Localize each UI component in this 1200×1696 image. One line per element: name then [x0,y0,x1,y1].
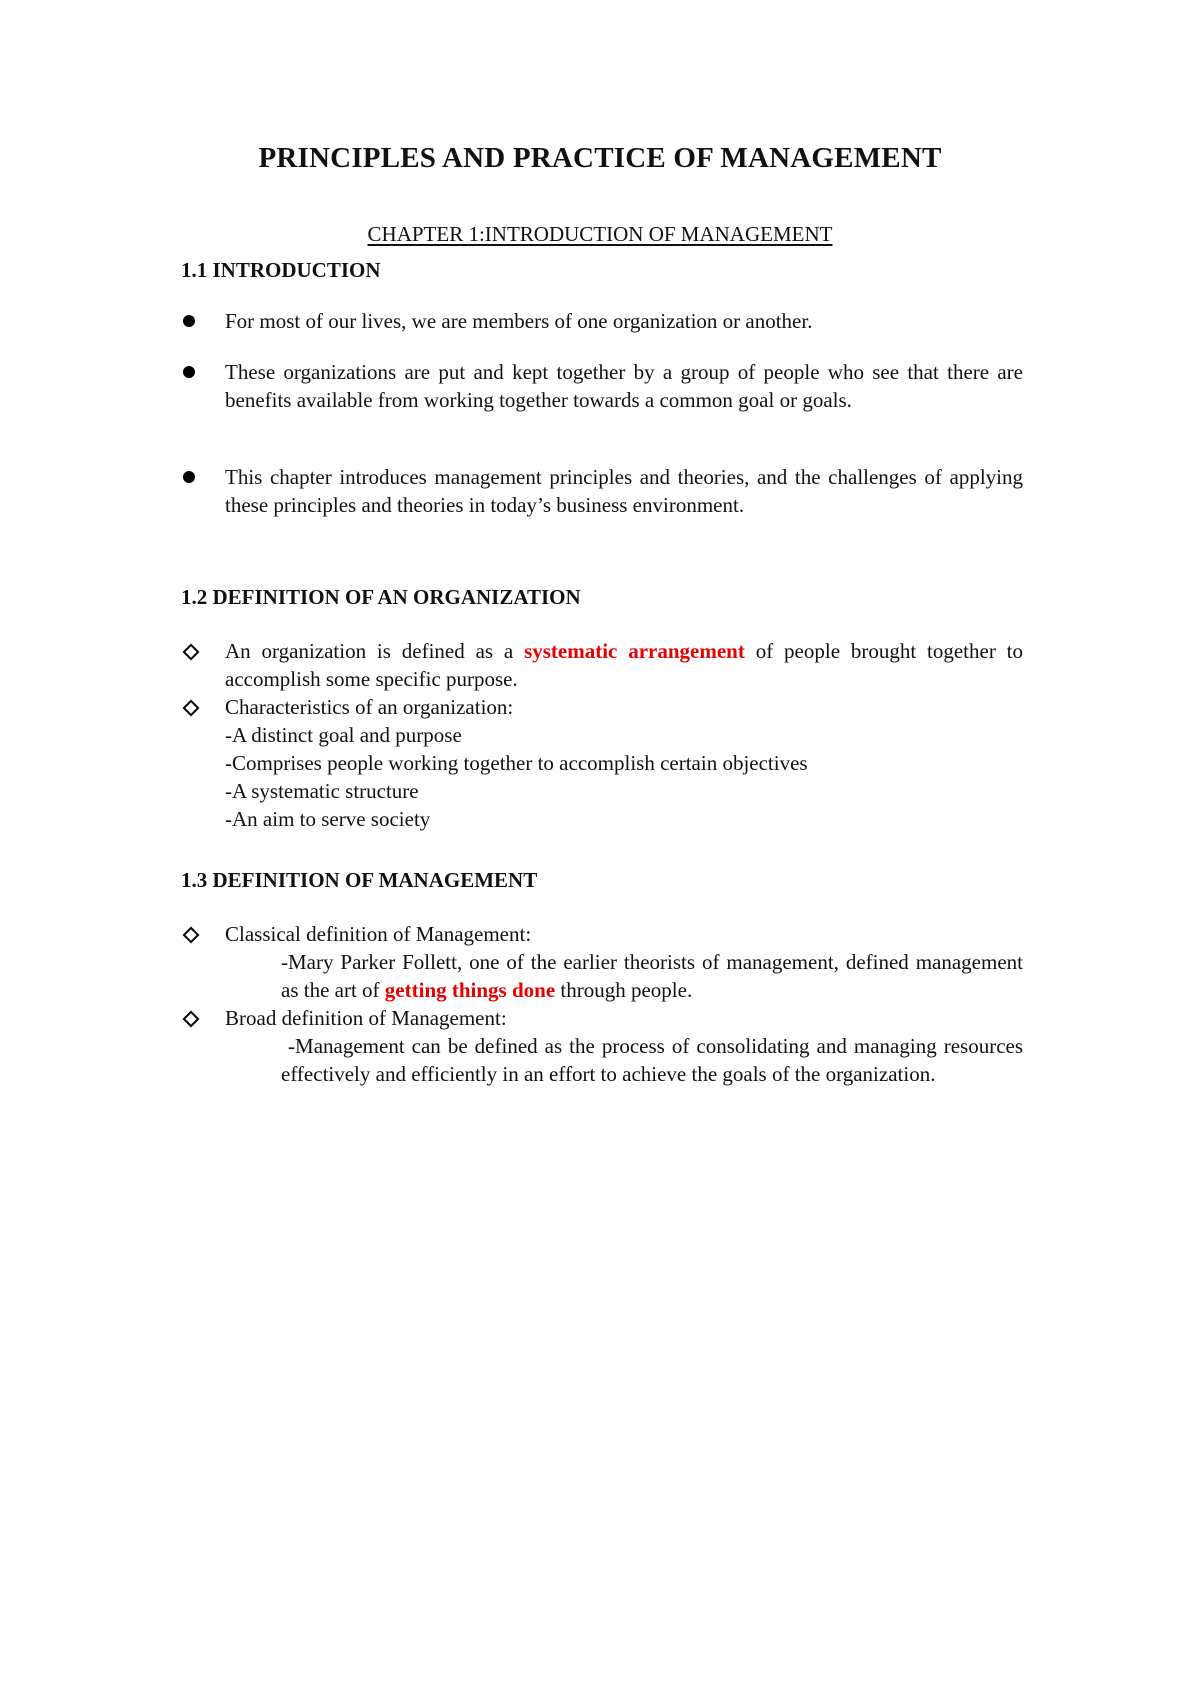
classical-definition-text [281,948,1023,1004]
classical-text-start: -Mary Parker Follett, one of the earlier theorists of management, defined management as the art of [281,950,1023,1002]
characteristics-block [225,693,1023,833]
diamond-bullet-icon [181,920,205,948]
characteristic-line: -A systematic structure [225,779,419,803]
bullet-item [181,307,1023,335]
characteristics-label: Characteristics of an organization: [225,695,514,719]
section-heading-1-3: 1.3 DEFINITION OF MANAGEMENT [181,868,538,892]
classical-definition [181,920,1023,1004]
characteristic-line: -A distinct goal and purpose [225,723,462,747]
classical-definition-label: Classical definition of Management: [225,922,532,946]
characteristic-line: -An aim to serve society [225,807,431,831]
characteristic-line: -Comprises people working together to accomplish certain objectives [225,751,808,775]
definition-text-end: of people brought together to accomplish some specific purpose. [225,639,1023,691]
broad-definition-label: Broad definition of Management: [225,1006,507,1030]
diamond-bullet-icon [181,693,205,721]
bullet-text: These organizations are put and kept together by a group of people who see that there are benefits available from working together towards a common goal or goals. [225,360,1023,412]
bullet-dot-icon [181,307,205,335]
highlight-systematic-arrangement: systematic arrangement [524,639,745,663]
organization-definition-text [225,637,1023,693]
bullet-item [181,463,1023,519]
bullet-item [181,358,1023,414]
document-title: PRINCIPLES AND PRACTICE OF MANAGEMENT [258,142,942,174]
highlight-getting-things-done: getting things done [384,978,556,1002]
section-heading-1-1: 1.1 INTRODUCTION [181,258,381,282]
bullet-dot-icon [181,463,205,491]
definition-text-start: An organization is defined as a [225,639,525,663]
broad-definition [181,1004,1029,1088]
diamond-bullet-icon [181,1004,205,1032]
organization-definition [181,637,1023,693]
bullet-text: For most of our lives, we are members of one organization or another. [225,309,813,333]
chapter-heading: CHAPTER 1:INTRODUCTION OF MANAGEMENT [367,222,833,246]
bullet-text: This chapter introduces management principles and theories, and the challenges of applying these principles and theories in today’s business environment. [225,465,1023,517]
characteristics-item [181,693,1023,833]
classical-text-end: through people. [555,978,693,1002]
section-heading-1-2: 1.2 DEFINITION OF AN ORGANIZATION [181,585,581,609]
bullet-dot-icon [181,358,205,386]
broad-definition-text: -Management can be defined as the process of consolidating and managing resources effectively and efficiently in an effort to achieve the goals of the organization. [281,1034,1029,1086]
diamond-bullet-icon [181,637,205,665]
